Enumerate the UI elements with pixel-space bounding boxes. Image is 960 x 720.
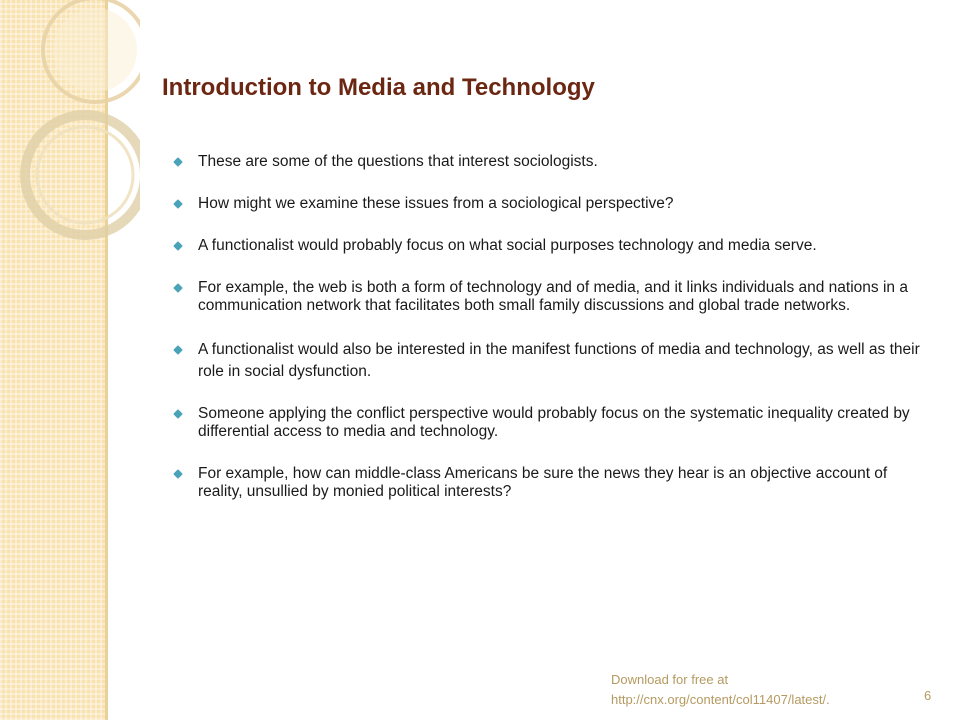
page-number: 6 [924,688,932,703]
decorative-circles [0,0,140,260]
bullet-text: Someone applying the conflict perspective would probably focus on the systematic inequality created by differential access to media and technology. [198,405,910,440]
bullet-text: These are some of the questions that interest sociologists. [198,153,598,170]
bullet-item [174,465,934,501]
footer-source [611,670,830,710]
bullet-list [174,153,934,501]
bullet-icon [173,157,183,167]
bullet-icon [173,241,183,251]
footer-url[interactable]: http://cnx.org/content/col11407/latest/. [611,692,830,707]
bullet-icon [173,409,183,419]
bullet-icon [173,345,183,355]
bullet-text: A functionalist would also be interested in the manifest functions of media and technology, as well as their role in social dysfunction. [198,341,920,380]
bullet-item [174,195,934,213]
bullet-text: For example, how can middle-class Americans be sure the news they hear is an objective account of reality, unsullied by monied political interests? [198,465,888,500]
bullet-item [174,153,934,171]
bullet-item [174,405,934,441]
footer-download-label: Download for free at [611,672,729,687]
bullet-text: How might we examine these issues from a sociological perspective? [198,195,674,212]
bullet-item [174,339,934,383]
bullet-icon [173,199,183,209]
bullet-icon [173,283,183,293]
bullet-item [174,237,934,255]
bullet-item [174,279,934,315]
bullet-text: For example, the web is both a form of technology and of media, and it links individuals and nations in a communication network that facilitates both small family discussions and global trade networks. [198,279,908,314]
bullet-text: A functionalist would probably focus on what social purposes technology and media serve. [198,237,817,254]
slide-title: Introduction to Media and Technology [162,74,595,101]
bullet-icon [173,469,183,479]
